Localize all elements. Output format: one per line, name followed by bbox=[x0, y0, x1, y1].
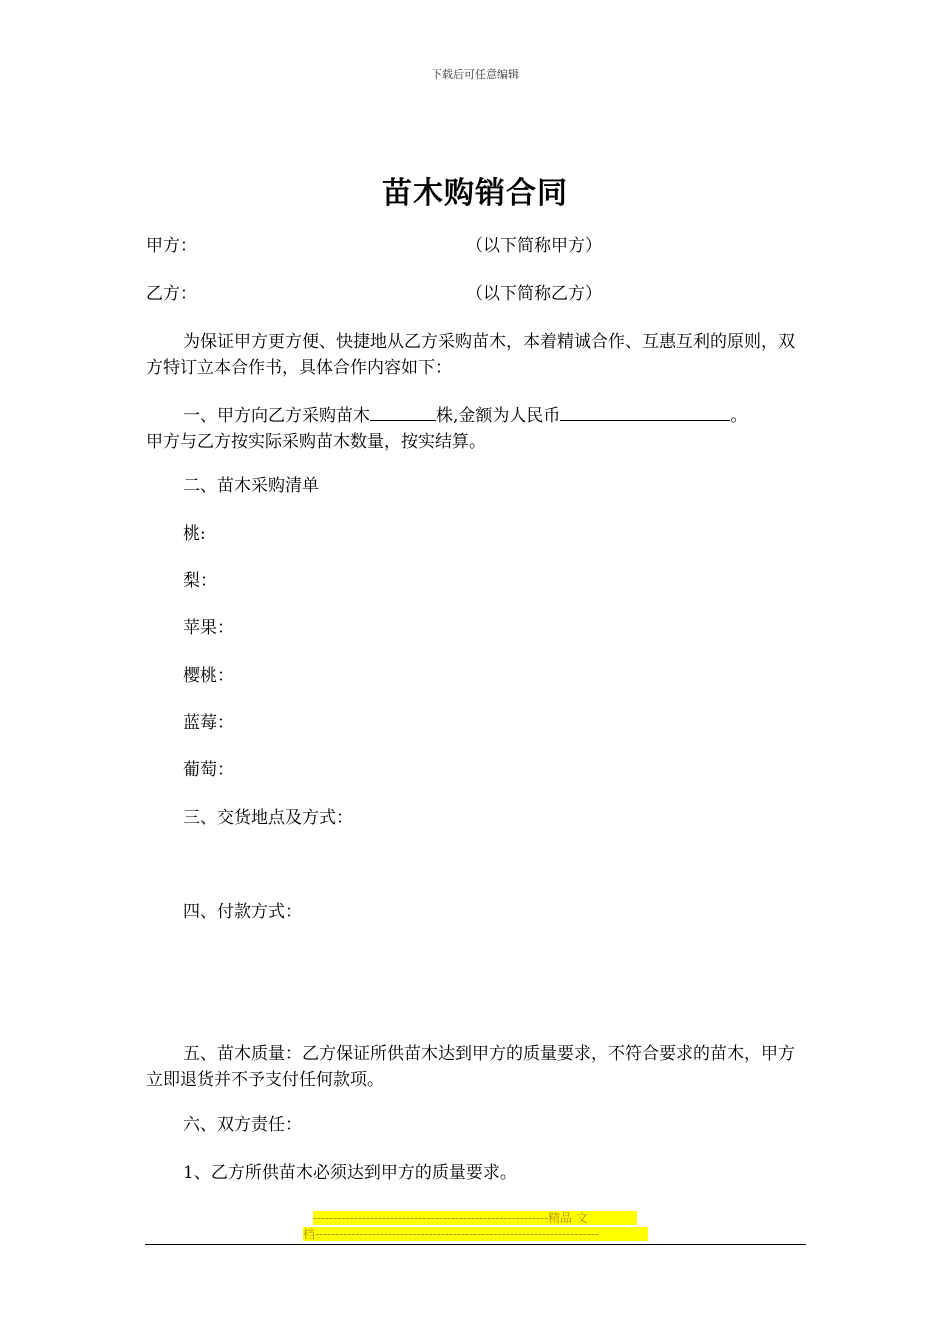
clause-6-heading: 六、双方责任： bbox=[183, 1115, 302, 1135]
clause-5-paragraph: 五、苗木质量：乙方保证所供苗木达到甲方的质量要求，不符合要求的苗木，甲方立即退货并不予支付任何款项。 bbox=[146, 1044, 795, 1090]
party-b-note: （以下简称乙方） bbox=[466, 284, 602, 304]
clause-1-text-b: 株,金额为人民币 bbox=[436, 406, 561, 426]
footer-watermark-line-2: 档---------------------------------------------------------------------- bbox=[303, 1227, 648, 1241]
quantity-blank bbox=[370, 402, 436, 421]
clause-3-heading: 三、交货地点及方式： bbox=[183, 808, 353, 828]
amount-blank bbox=[560, 402, 730, 421]
list-item: 蓝莓： bbox=[183, 713, 234, 733]
document-title: 苗木购销合同 bbox=[382, 176, 568, 211]
intro-paragraph: 为保证甲方更方便、快捷地从乙方采购苗木，本着精诚合作、互惠互利的原则，双方特订立本合作书，具体合作内容如下： bbox=[146, 332, 795, 378]
list-item: 梨： bbox=[183, 571, 217, 591]
clause-4-heading: 四、付款方式： bbox=[183, 902, 302, 922]
party-a-label: 甲方： bbox=[146, 236, 197, 256]
clause-2-heading: 二、苗木采购清单 bbox=[183, 476, 319, 496]
footer-watermark-line-1: ----------------------------------------------------------精品 文 bbox=[313, 1211, 637, 1225]
clause-1-text-a: 一、甲方向乙方采购苗木 bbox=[183, 406, 370, 426]
party-b-label: 乙方： bbox=[146, 284, 197, 304]
clause-1-text-c: 。 bbox=[730, 406, 748, 426]
list-item: 桃: bbox=[183, 524, 206, 544]
party-a-note: （以下简称甲方） bbox=[466, 236, 602, 256]
list-item: 苹果： bbox=[183, 618, 234, 638]
list-item: 葡萄： bbox=[183, 760, 234, 780]
clause-1-line-2: 甲方与乙方按实际采购苗木数量，按实结算。 bbox=[146, 432, 486, 452]
list-item: 樱桃： bbox=[183, 666, 234, 686]
clause-1 bbox=[146, 402, 806, 455]
clause-6-item-1: 1、乙方所供苗木必须达到甲方的质量要求。 bbox=[183, 1163, 517, 1183]
header-note: 下载后可任意编辑 bbox=[431, 68, 519, 81]
footer-divider bbox=[145, 1244, 806, 1245]
